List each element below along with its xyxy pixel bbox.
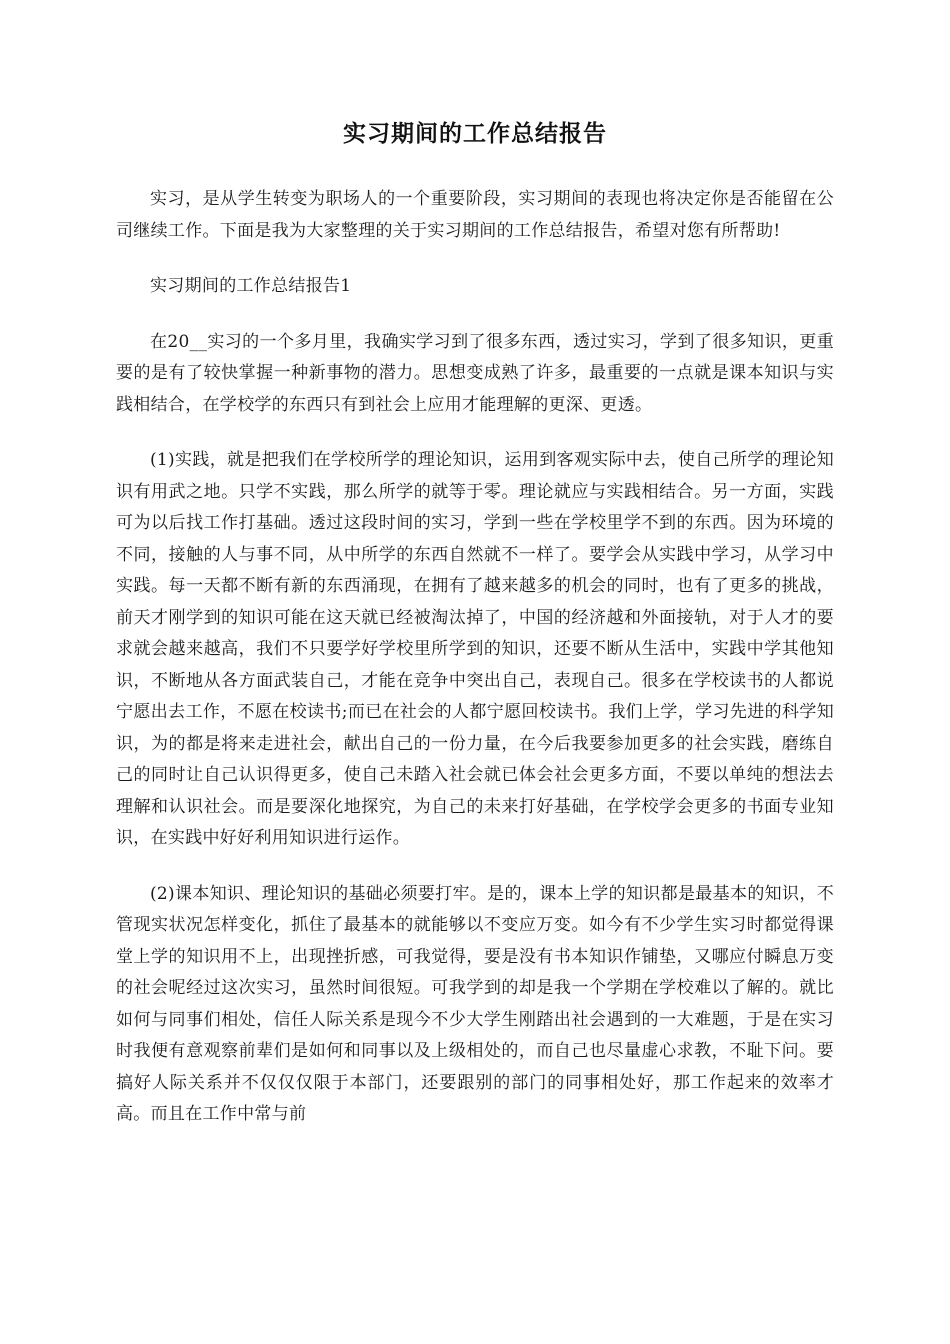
document-title: 实习期间的工作总结报告 (343, 120, 607, 147)
body-paragraph-1: 在20__实习的一个多月里，我确实学习到了很多东西，透过实习，学到了很多知识，更重要的是有了较快掌握一种新事物的潜力。思想变成熟了许多，最重要的一点就是课本知识与实践相结合，在学校学的东西只有到社会上应用才能理解的更深、更透。 (116, 331, 834, 415)
section-heading: 实习期间的工作总结报告1 (150, 276, 352, 296)
body-paragraph-3: (2)课本知识、理论知识的基础必须要打牢。是的，课本上学的知识都是最基本的知识，不管现实状况怎样变化，抓住了最基本的就能够以不变应万变。如今有不少学生实习时都觉得课堂上学的知识用不上，出现挫折感，可我觉得，要是没有书本知识作铺垫，又哪应付瞬息万变的社会呢经过这次实习，虽然时间很短。可我学到的却是我一个学期在学校难以了解的。就比如何与同事们相处，信任人际关系是现今不少大学生刚踏出社会遇到的一大难题，于是在实习时我便有意观察前辈们是如何和同事以及上级相处的，而自己也尽量虚心求教，不耻下问。要搞好人际关系并不仅仅仅限于本部门，还要跟别的部门的同事相处好，那工作起来的效率才高。而且在工作中常与前 (116, 883, 834, 1124)
body-paragraph-2: (1)实践，就是把我们在学校所学的理论知识，运用到客观实际中去，使自己所学的理论知识有用武之地。只学不实践，那么所学的就等于零。理论就应与实践相结合。另一方面，实践可为以后找工作打基础。透过这段时间的实习，学到一些在学校里学不到的东西。因为环境的不同，接触的人与事不同，从中所学的东西自然就不一样了。要学会从实践中学习，从学习中实践。每一天都不断有新的东西涌现，在拥有了越来越多的机会的同时，也有了更多的挑战，前天才刚学到的知识可能在这天就已经被淘汰掉了，中国的经济越和外面接轨，对于人才的要求就会越来越高，我们不只要学好学校里所学到的知识，还要不断从生活中，实践中学其他知识，不断地从各方面武装自己，才能在竞争中突出自己，表现自己。很多在学校读书的人都说宁愿出去工作，不愿在校读书;而已在社会的人都宁愿回校读书。我们上学，学习先进的科学知识，为的都是将来走进社会，献出自己的一份力量，在今后我要参加更多的社会实践，磨练自己的同时让自己认识得更多，使自己未踏入社会就已体会社会更多方面，不要以单纯的想法去理解和认识社会。而是要深化地探究，为自己的未来打好基础，在学校学会更多的书面专业知识，在实践中好好利用知识进行运作。 (116, 450, 834, 848)
intro-paragraph: 实习，是从学生转变为职场人的一个重要阶段，实习期间的表现也将决定你是否能留在公司继续工作。下面是我为大家整理的关于实习期间的工作总结报告，希望对您有所帮助! (116, 189, 834, 241)
